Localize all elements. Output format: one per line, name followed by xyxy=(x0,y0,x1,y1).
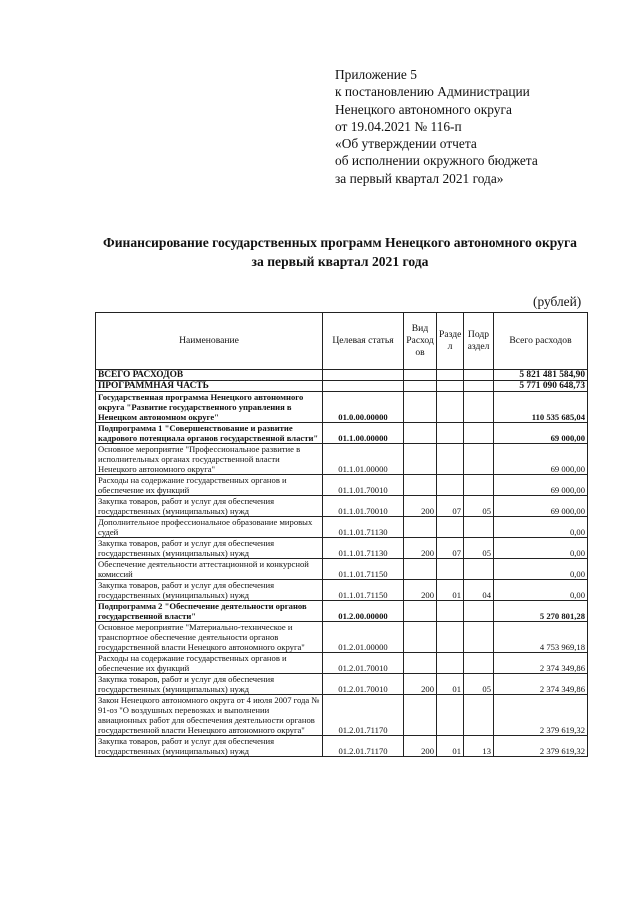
cell-name: Закупка товаров, работ и услуг для обеспечения государственных (муниципальных) нужд xyxy=(96,674,323,695)
cell-section xyxy=(437,601,464,622)
cell-target: 01.1.01.71130 xyxy=(323,517,404,538)
cell-section xyxy=(437,381,464,392)
cell-subsection xyxy=(464,444,494,475)
cell-amount: 69 000,00 xyxy=(494,423,588,444)
cell-amount: 4 753 969,18 xyxy=(494,622,588,653)
header-target: Целевая статья xyxy=(323,313,404,370)
cell-type: 200 xyxy=(404,674,437,695)
cell-amount: 0,00 xyxy=(494,538,588,559)
cell-name: ПРОГРАММНАЯ ЧАСТЬ xyxy=(96,381,323,392)
cell-target: 01.2.01.71170 xyxy=(323,695,404,736)
cell-subsection xyxy=(464,695,494,736)
cell-name: Дополнительное профессиональное образование мировых судей xyxy=(96,517,323,538)
cell-section xyxy=(437,517,464,538)
cell-subsection xyxy=(464,653,494,674)
cell-type xyxy=(404,475,437,496)
table-header-row xyxy=(96,313,588,370)
cell-subsection: 05 xyxy=(464,538,494,559)
cell-amount: 2 374 349,86 xyxy=(494,674,588,695)
cell-section: 01 xyxy=(437,580,464,601)
cell-type: 200 xyxy=(404,580,437,601)
cell-subsection: 05 xyxy=(464,674,494,695)
appendix-line: Ненецкого автономного округа xyxy=(335,101,512,117)
appendix-line: Приложение 5 xyxy=(335,67,417,82)
appendix-line: «Об утверждении отчета xyxy=(335,136,477,152)
table-row xyxy=(96,538,588,559)
table-row xyxy=(96,674,588,695)
cell-target: 01.1.01.71150 xyxy=(323,580,404,601)
cell-name: Основное мероприятие "Материально-техническое и транспортное обеспечение деятельности органов государственной власти Ненецкого автономного округа" xyxy=(96,622,323,653)
appendix-line: от 19.04.2021 № 116-п xyxy=(335,118,462,134)
cell-type: 200 xyxy=(404,496,437,517)
cell-name: Подпрограмма 1 "Совершенствование и развитие кадрового потенциала органов государственной власти" xyxy=(96,423,323,444)
cell-name: Государственная программа Ненецкого автономного округа "Развитие государственного управления в Ненецком автономном округе" xyxy=(96,392,323,423)
document-title xyxy=(60,233,620,271)
cell-amount: 69 000,00 xyxy=(494,444,588,475)
cell-name: Расходы на содержание государственных органов и обеспечение их функций xyxy=(96,475,323,496)
cell-amount: 0,00 xyxy=(494,580,588,601)
header-section: Разде л xyxy=(437,313,464,370)
cell-section: 07 xyxy=(437,538,464,559)
cell-name: Закупка товаров, работ и услуг для обеспечения государственных (муниципальных) нужд xyxy=(96,736,323,757)
table-row xyxy=(96,517,588,538)
cell-subsection xyxy=(464,370,494,381)
cell-type xyxy=(404,601,437,622)
cell-name: Закупка товаров, работ и услуг для обеспечения государственных (муниципальных) нужд xyxy=(96,580,323,601)
cell-subsection xyxy=(464,622,494,653)
table-row xyxy=(96,370,588,381)
financing-table xyxy=(95,312,588,757)
cell-section xyxy=(437,622,464,653)
header-subsection: Подр аздел xyxy=(464,313,494,370)
cell-target xyxy=(323,370,404,381)
cell-subsection: 04 xyxy=(464,580,494,601)
cell-type xyxy=(404,653,437,674)
cell-type xyxy=(404,559,437,580)
table-row xyxy=(96,392,588,423)
cell-amount: 69 000,00 xyxy=(494,475,588,496)
cell-subsection xyxy=(464,381,494,392)
cell-type xyxy=(404,392,437,423)
cell-amount: 2 374 349,86 xyxy=(494,653,588,674)
cell-type xyxy=(404,370,437,381)
cell-section: 01 xyxy=(437,736,464,757)
cell-amount: 5 771 090 648,73 xyxy=(494,381,588,392)
cell-section xyxy=(437,653,464,674)
cell-type xyxy=(404,622,437,653)
appendix-line: к постановлению Администрации xyxy=(335,84,530,100)
cell-type xyxy=(404,695,437,736)
cell-subsection xyxy=(464,601,494,622)
cell-amount: 2 379 619,32 xyxy=(494,695,588,736)
unit-label: (рублей) xyxy=(533,294,582,309)
header-total: Всего расходов xyxy=(494,313,588,370)
cell-name: Основное мероприятие "Профессиональное развитие в исполнительных органах государственной власти Ненецкого автономного округа" xyxy=(96,444,323,475)
cell-target: 01.2.01.00000 xyxy=(323,622,404,653)
cell-subsection xyxy=(464,423,494,444)
cell-target: 01.1.01.70010 xyxy=(323,475,404,496)
table-row xyxy=(96,601,588,622)
table-row xyxy=(96,475,588,496)
cell-amount: 2 379 619,32 xyxy=(494,736,588,757)
cell-target: 01.1.01.71150 xyxy=(323,559,404,580)
cell-name: Расходы на содержание государственных органов и обеспечение их функций xyxy=(96,653,323,674)
title-line-2: за первый квартал 2021 года xyxy=(251,254,429,269)
cell-subsection xyxy=(464,517,494,538)
appendix-line: за первый квартал 2021 года» xyxy=(335,170,504,186)
table-row xyxy=(96,381,588,392)
cell-target xyxy=(323,381,404,392)
header-type: Вид Расход ов xyxy=(404,313,437,370)
header-name: Наименование xyxy=(96,313,323,370)
cell-section xyxy=(437,444,464,475)
cell-amount: 0,00 xyxy=(494,517,588,538)
cell-type xyxy=(404,444,437,475)
cell-type xyxy=(404,517,437,538)
cell-target: 01.1.01.70010 xyxy=(323,496,404,517)
cell-name: Закон Ненецкого автономного округа от 4 июля 2007 года № 91-оз "О воздушных перевозках и выполнении авиационных работ для обеспечения деятельности органов государственной власти Ненецкого автономного округа" xyxy=(96,695,323,736)
table-row xyxy=(96,622,588,653)
table-row xyxy=(96,695,588,736)
table-body xyxy=(96,370,588,757)
appendix-block xyxy=(335,66,625,187)
cell-amount: 69 000,00 xyxy=(494,496,588,517)
cell-name: Закупка товаров, работ и услуг для обеспечения государственных (муниципальных) нужд xyxy=(96,496,323,517)
table-row xyxy=(96,736,588,757)
cell-subsection xyxy=(464,559,494,580)
cell-section xyxy=(437,475,464,496)
cell-target: 01.1.01.00000 xyxy=(323,444,404,475)
cell-target: 01.2.01.71170 xyxy=(323,736,404,757)
cell-target: 01.2.01.70010 xyxy=(323,674,404,695)
cell-amount: 5 270 801,28 xyxy=(494,601,588,622)
cell-amount: 5 821 481 584,90 xyxy=(494,370,588,381)
cell-subsection: 13 xyxy=(464,736,494,757)
cell-target: 01.0.00.00000 xyxy=(323,392,404,423)
table-row xyxy=(96,559,588,580)
cell-subsection xyxy=(464,392,494,423)
cell-section xyxy=(437,392,464,423)
cell-subsection: 05 xyxy=(464,496,494,517)
cell-name: ВСЕГО РАСХОДОВ xyxy=(96,370,323,381)
cell-amount: 110 535 685,04 xyxy=(494,392,588,423)
cell-type: 200 xyxy=(404,736,437,757)
table-row xyxy=(96,444,588,475)
cell-section: 01 xyxy=(437,674,464,695)
cell-type xyxy=(404,423,437,444)
cell-target: 01.1.01.71130 xyxy=(323,538,404,559)
cell-name: Обеспечение деятельности аттестационной и конкурсной комиссий xyxy=(96,559,323,580)
table-row xyxy=(96,496,588,517)
cell-target: 01.1.00.00000 xyxy=(323,423,404,444)
cell-section xyxy=(437,695,464,736)
appendix-line: об исполнении окружного бюджета xyxy=(335,153,538,169)
cell-type xyxy=(404,381,437,392)
cell-section: 07 xyxy=(437,496,464,517)
table-row xyxy=(96,653,588,674)
cell-section xyxy=(437,559,464,580)
cell-amount: 0,00 xyxy=(494,559,588,580)
cell-name: Закупка товаров, работ и услуг для обеспечения государственных (муниципальных) нужд xyxy=(96,538,323,559)
cell-subsection xyxy=(464,475,494,496)
table-row xyxy=(96,580,588,601)
cell-section xyxy=(437,423,464,444)
cell-section xyxy=(437,370,464,381)
title-line-1: Финансирование государственных программ Ненецкого автономного округа xyxy=(103,235,577,250)
cell-name: Подпрограмма 2 "Обеспечение деятельности органов государственной власти" xyxy=(96,601,323,622)
cell-target: 01.2.00.00000 xyxy=(323,601,404,622)
cell-target: 01.2.01.70010 xyxy=(323,653,404,674)
cell-type: 200 xyxy=(404,538,437,559)
table-row xyxy=(96,423,588,444)
